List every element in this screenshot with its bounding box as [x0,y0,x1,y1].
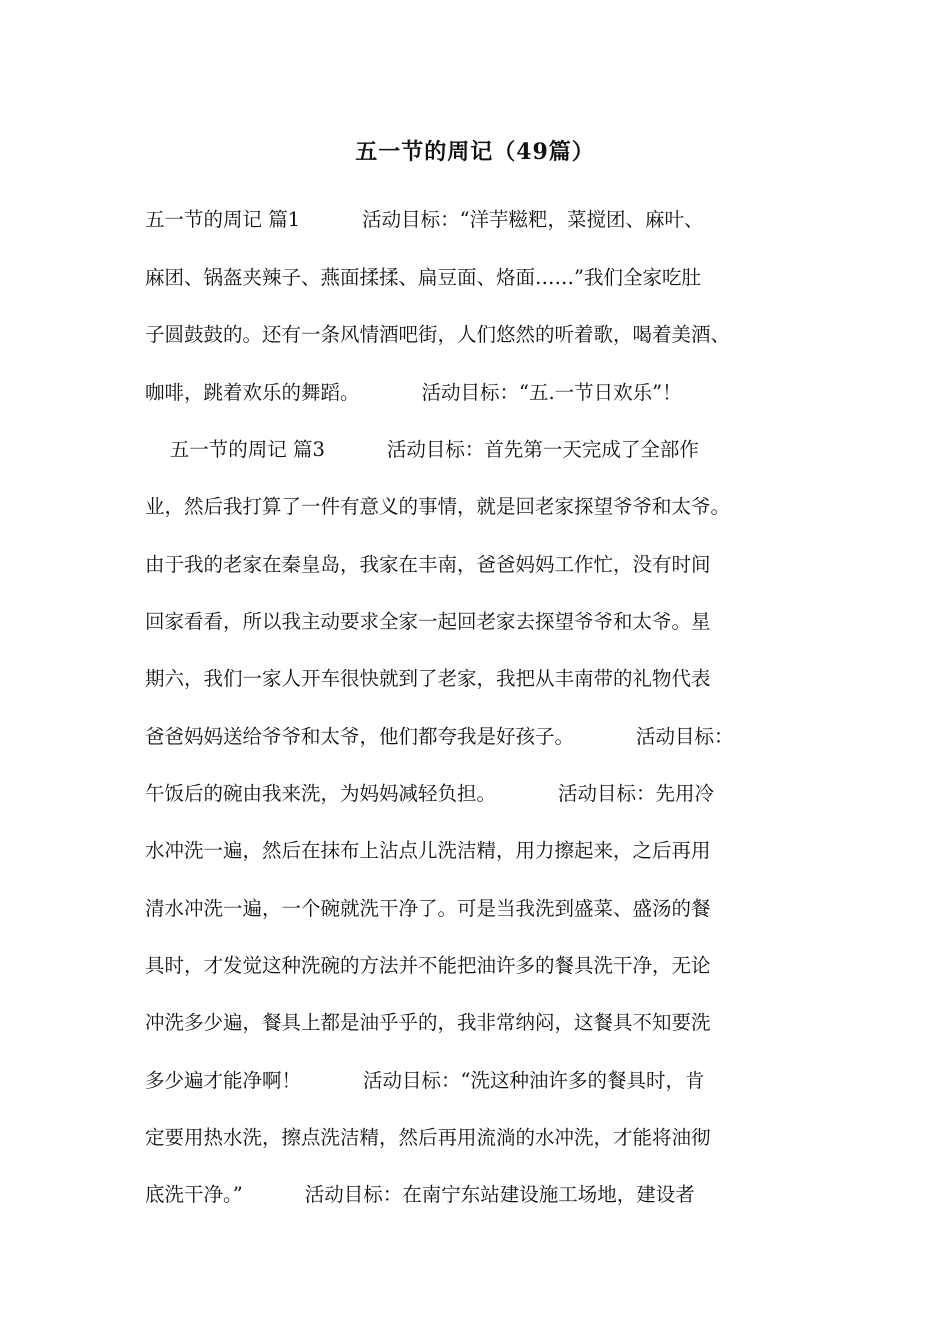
paragraph-line: 麻团、锅盔夹辣子、燕面揉揉、扁豆面、烙面……”我们全家吃肚 [145,266,701,289]
paragraph-line: 业，然后我打算了一件有意义的事情，就是回老家探望爷爷和太爷。 [145,495,731,518]
document-title: 五一节的周记（49篇） [355,139,595,165]
paragraph-line: 定要用热水洗，擦点洗洁精，然后再用流淌的水冲洗，才能将油彻 [145,1126,711,1149]
paragraph-line: 五一节的周记 篇1 活动目标：“洋芋糍粑，菜搅团、麻叶、 [145,208,704,231]
paragraph-line: 爸爸妈妈送给爷爷和太爷，他们都夸我是好孩子。 活动目标： [145,725,734,748]
paragraph-line: 底洗干净。” 活动目标：在南宁东站建设施工场地，建设者 [145,1183,695,1206]
paragraph-line: 冲洗多少遍，餐具上都是油乎乎的，我非常纳闷，这餐具不知要洗 [145,1011,711,1034]
paragraph-line: 清水冲洗一遍，一个碗就洗干净了。可是当我洗到盛菜、盛汤的餐 [145,897,711,920]
paragraph-line: 由于我的老家在秦皇岛，我家在丰南，爸爸妈妈工作忙，没有时间 [145,553,711,576]
paragraph-line: 子圆鼓鼓的。还有一条风情酒吧街，人们悠然的听着歌，喝着美酒、 [145,323,731,346]
paragraph-line: 五一节的周记 篇3 活动目标：首先第一天完成了全部作 [145,438,699,461]
paragraph-line: 期六，我们一家人开车很快就到了老家，我把从丰南带的礼物代表 [145,667,711,690]
paragraph-line: 午饭后的碗由我来洗，为妈妈减轻负担。 活动目标：先用冷 [145,782,714,805]
paragraph-line: 水冲洗一遍，然后在抹布上沾点儿洗洁精，用力擦起来，之后再用 [145,839,711,862]
paragraph-line: 回家看看，所以我主动要求全家一起回老家去探望爷爷和太爷。星 [145,610,711,633]
paragraph-line: 咖啡，跳着欢乐的舞蹈。 活动目标：“五.一节日欢乐”！ [145,381,682,404]
paragraph-line: 具时，才发觉这种洗碗的方法并不能把油许多的餐具洗干净，无论 [145,954,711,977]
paragraph-line: 多少遍才能净啊！ 活动目标：“洗这种油许多的餐具时，肯 [145,1069,705,1092]
